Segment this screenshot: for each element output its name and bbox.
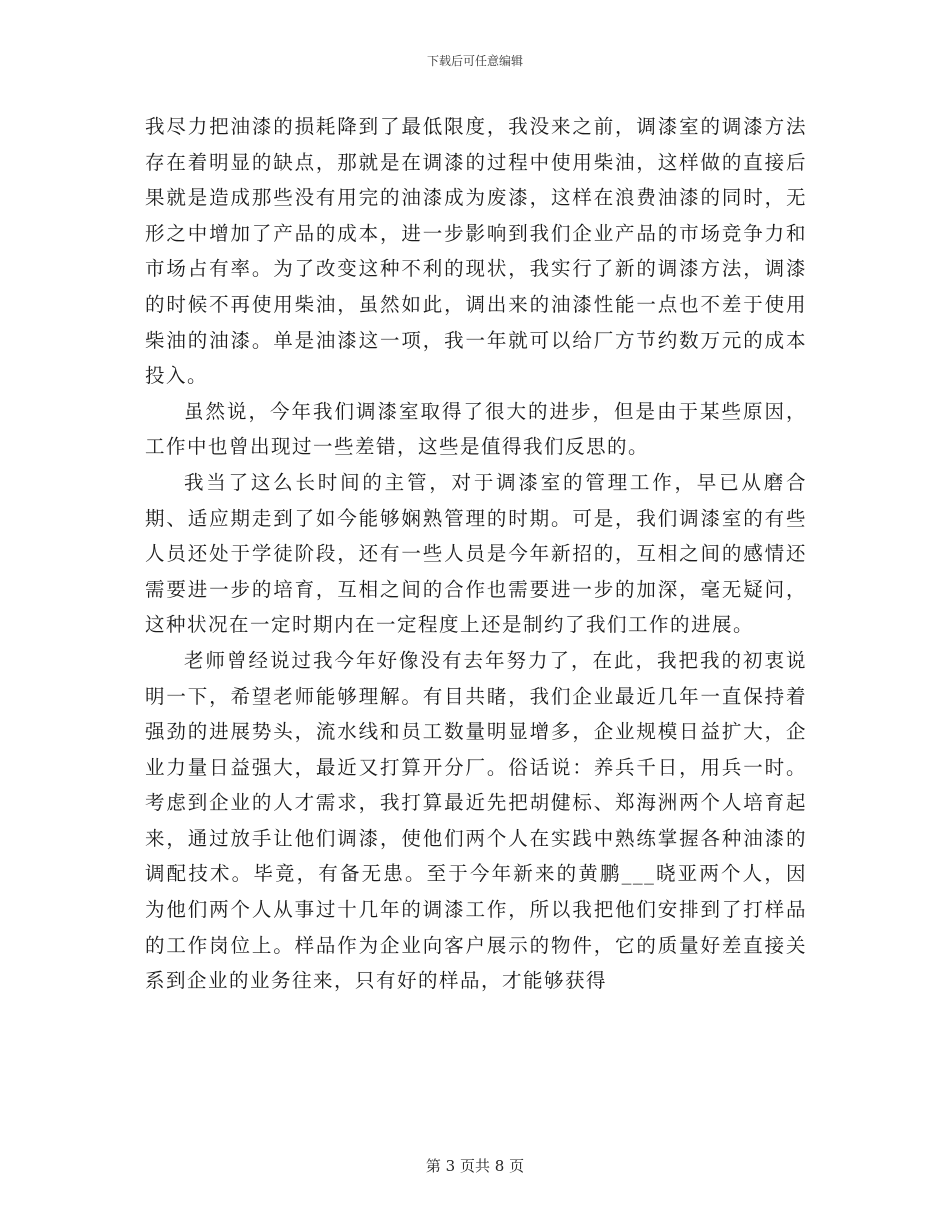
page-footer: 第 3 页共 8 页 xyxy=(425,1157,525,1175)
document-body xyxy=(145,109,807,999)
paragraph-4: 老师曾经说过我今年好像没有去年努力了，在此，我把我的初衷说明一下，希望老师能够理解。有目共睹，我们企业最近几年一直保持着强劲的进展势头，流水线和员工数量明显增多，企业规模日益扩大，企业力量日益强大，最近又打算开分厂。俗话说：养兵千日，用兵一时。考虑到企业的人才需求，我打算最近先把胡健标、郑海洲两个人培育起来，通过放手让他们调漆，使他们两个人在实践中熟练掌握各种油漆的调配技术。毕竟，有备无患。至于今年新来的黄鹏___晓亚两个人，因为他们两个人从事过十几年的调漆工作，所以我把他们安排到了打样品的工作岗位上。样品作为企业向客户展示的物件，它的质量好差直接关系到企业的业务往来，只有好的样品，才能够获得 xyxy=(145,648,807,993)
page-header: 下载后可任意编辑 xyxy=(426,54,523,68)
paragraph-2: 虽然说，今年我们调漆室取得了很大的进步，但是由于某些原因，工作中也曾出现过一些差错，这些是值得我们反思的。 xyxy=(145,399,807,459)
paragraph-1: 我尽力把油漆的损耗降到了最低限度，我没来之前，调漆室的调漆方法存在着明显的缺点，那就是在调漆的过程中使用柴油，这样做的直接后果就是造成那些没有用完的油漆成为废漆，这样在浪费油漆的同时，无形之中增加了产品的成本，进一步影响到我们企业产品的市场竞争力和市场占有率。为了改变这种不利的现状，我实行了新的调漆方法，调漆的时候不再使用柴油，虽然如此，调出来的油漆性能一点也不差于使用柴油的油漆。单是油漆这一项，我一年就可以给厂方节约数万元的成本投入。 xyxy=(145,115,807,388)
paragraph-3: 我当了这么长时间的主管，对于调漆室的管理工作，早已从磨合期、适应期走到了如今能够娴熟管理的时期。可是，我们调漆室的有些人员还处于学徒阶段，还有一些人员是今年新招的，互相之间的感情还需要进一步的培育，互相之间的合作也需要进一步的加深，毫无疑问，这种状况在一定时期内在一定程度上还是制约了我们工作的进展。 xyxy=(145,470,807,637)
